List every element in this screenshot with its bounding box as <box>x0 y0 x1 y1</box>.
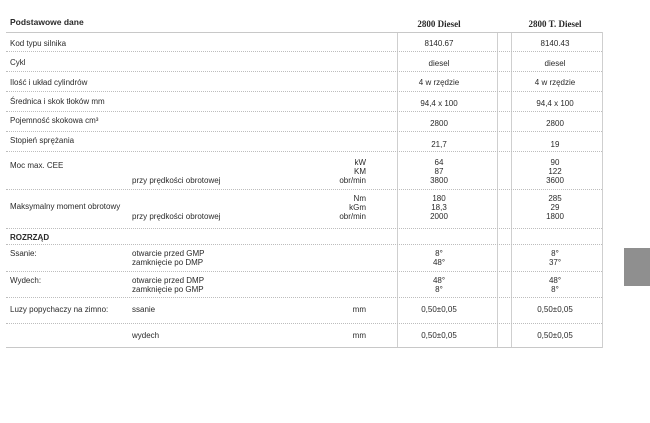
row-label: Moc max. CEE <box>10 161 64 170</box>
section-title: ROZRZĄD <box>10 233 50 242</box>
row-value-2: 0,50±0,05 <box>537 305 573 314</box>
row-value-2: 90 122 3600 <box>546 158 564 185</box>
row-value-1: 48° 8° <box>432 276 446 294</box>
table-row-clearance-intake <box>6 298 602 324</box>
row-value-2: 8° 37° <box>548 249 562 267</box>
row-value-1: 0,50±0,05 <box>421 331 457 340</box>
section-row <box>6 229 602 245</box>
table-row-intake <box>6 245 602 272</box>
row-label: Kod typu silnika <box>10 39 67 48</box>
row-value-2: 48° 8° <box>548 276 562 294</box>
row-sublabel: ssanie <box>132 305 156 314</box>
table-row-torque <box>6 190 602 229</box>
column-divider <box>602 32 603 348</box>
row-value-1: 8140.67 <box>424 39 454 48</box>
row-value-1: 0,50±0,05 <box>421 305 457 314</box>
row-label: Maksymalny moment obrotowy <box>10 202 121 211</box>
row-label: Ssanie: <box>10 249 37 258</box>
row-sublabel: wydech <box>132 331 160 340</box>
row-sublabel: przy prędkości obrotowej <box>132 212 221 221</box>
row-value-2: 19 <box>550 140 560 149</box>
column-header-2800-t-diesel: 2800 T. Diesel <box>528 19 582 29</box>
table-row-clearance-exhaust <box>6 324 602 348</box>
table-row-power <box>6 152 602 190</box>
spec-table <box>6 12 602 348</box>
table-row-exhaust <box>6 272 602 298</box>
row-value-1: 94,4 x 100 <box>420 99 458 108</box>
row-label: Cykl <box>10 58 26 67</box>
row-value-1: 180 18,3 2000 <box>430 194 448 221</box>
row-label: Średnica i skok tłoków mm <box>10 97 105 106</box>
row-value-1: 21,7 <box>431 140 447 149</box>
table-row <box>6 72 602 92</box>
page-tab-marker <box>624 248 650 286</box>
table-row <box>6 52 602 72</box>
table-row <box>6 112 602 132</box>
row-value-2: 8140.43 <box>540 39 570 48</box>
table-title: Podstawowe dane <box>10 17 84 27</box>
table-row <box>6 132 602 152</box>
row-label: Wydech: <box>10 276 42 285</box>
row-value-2: 4 w rzędzie <box>534 78 576 87</box>
row-label: Stopień sprężania <box>10 136 75 145</box>
row-units: kW KM obr/min <box>339 158 366 185</box>
row-label: Luzy popychaczy na zimno: <box>10 305 109 314</box>
row-value-1: 2800 <box>430 119 448 128</box>
row-value-2: 0,50±0,05 <box>537 331 573 340</box>
row-units: Nm kGm obr/min <box>339 194 366 221</box>
row-value-1: 4 w rzędzie <box>418 78 460 87</box>
row-sublabel: przy prędkości obrotowej <box>132 176 221 185</box>
row-value-2: 2800 <box>546 119 564 128</box>
table-row <box>6 92 602 112</box>
row-units: mm <box>352 305 366 314</box>
row-value-1: diesel <box>428 59 450 68</box>
row-value-2: 94,4 x 100 <box>536 99 574 108</box>
row-value-2: diesel <box>544 59 566 68</box>
row-sublabel: otwarcie przed GMP zamknięcie po DMP <box>132 249 205 267</box>
row-label: Ilość i układ cylindrów <box>10 78 88 87</box>
table-header <box>6 12 602 33</box>
row-label: Pojemność skokowa cm³ <box>10 116 99 125</box>
row-units: mm <box>352 331 366 340</box>
row-sublabel: otwarcie przed DMP zamknięcie po GMP <box>132 276 205 294</box>
row-value-1: 8° 48° <box>432 249 446 267</box>
row-value-2: 285 29 1800 <box>546 194 564 221</box>
row-value-1: 64 87 3800 <box>430 158 448 185</box>
column-header-2800-diesel: 2800 Diesel <box>417 19 461 29</box>
table-row <box>6 33 602 52</box>
